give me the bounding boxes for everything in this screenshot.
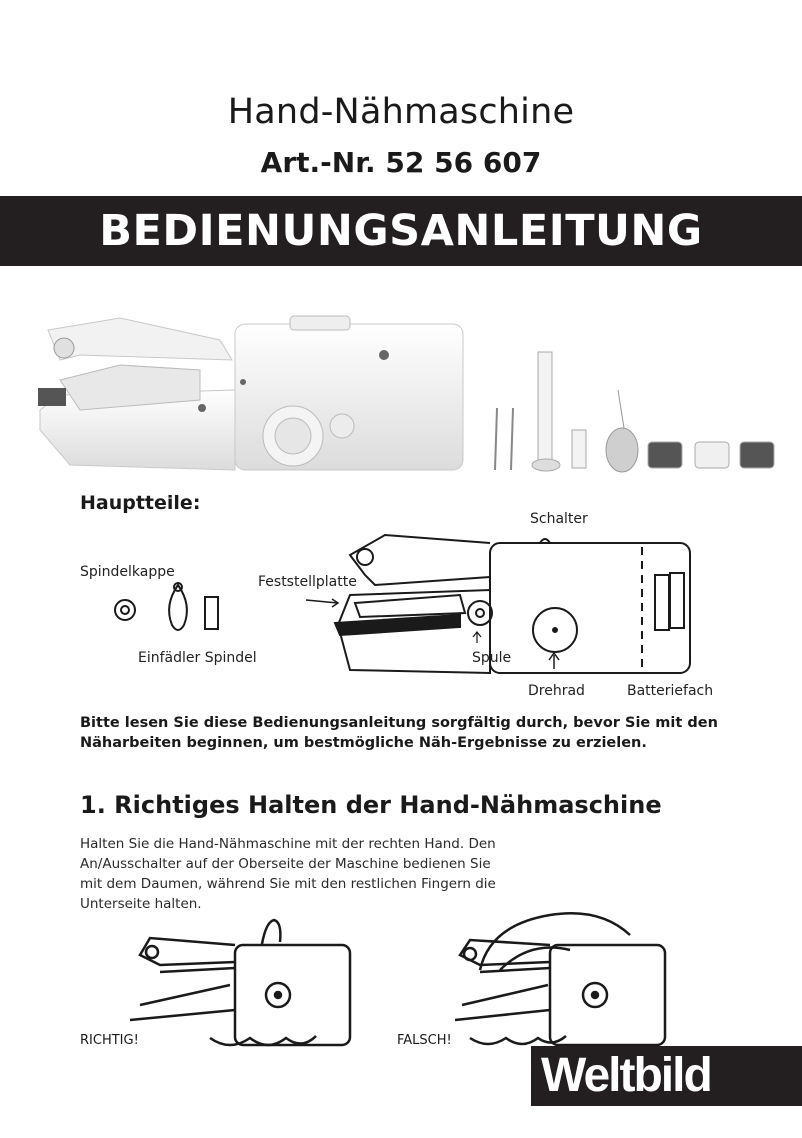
label-einfaedler-spindel: Einfädler Spindel (138, 650, 257, 666)
parts-diagram (0, 495, 802, 710)
parts-heading: Hauptteile: (80, 492, 201, 514)
sketch-correct (130, 920, 350, 1045)
weltbild-logo-text: Weltbild (541, 1049, 711, 1102)
label-spindelkappe: Spindelkappe (80, 564, 175, 580)
title-band (0, 196, 802, 266)
intro-paragraph: Bitte lesen Sie diese Bedienungsanleitung sorgfältig durch, bevor Sie mit den Näharbeiten beginnen, um bestmögliche Näh-Ergebnisse zu erzielen. (80, 715, 718, 751)
sewing-machine-photo (38, 316, 463, 470)
accessories-photo (495, 352, 774, 472)
accessory-sketch (115, 583, 218, 630)
sketch-wrong (455, 913, 665, 1045)
section-1-text: Halten Sie die Hand-Nähmaschine mit der rechten Hand. Den An/Ausschalter auf der Oberseite der Maschine bedienen Sie mit dem Daumen, während Sie mit den restlichen Fingern die Unterseite halten. (80, 836, 496, 912)
section-1-heading: 1. Richtiges Halten der Hand-Nähmaschine (80, 791, 662, 819)
document-title: Hand-Nähmaschine (227, 92, 575, 132)
weltbild-logo (531, 1046, 802, 1106)
label-batteriefach: Batteriefach (627, 683, 714, 699)
label-feststellplatte: Feststellplatte (258, 574, 357, 590)
product-photo (0, 300, 802, 490)
label-falsch: FALSCH! (397, 1033, 452, 1048)
label-spule: Spule (472, 650, 512, 666)
title-band-text: BEDIENUNGSANLEITUNG (99, 206, 703, 256)
article-number: Art.-Nr. 52 56 607 (260, 146, 542, 179)
label-richtig: RICHTIG! (80, 1033, 139, 1048)
label-drehrad: Drehrad (528, 683, 585, 699)
label-schalter: Schalter (530, 511, 588, 527)
